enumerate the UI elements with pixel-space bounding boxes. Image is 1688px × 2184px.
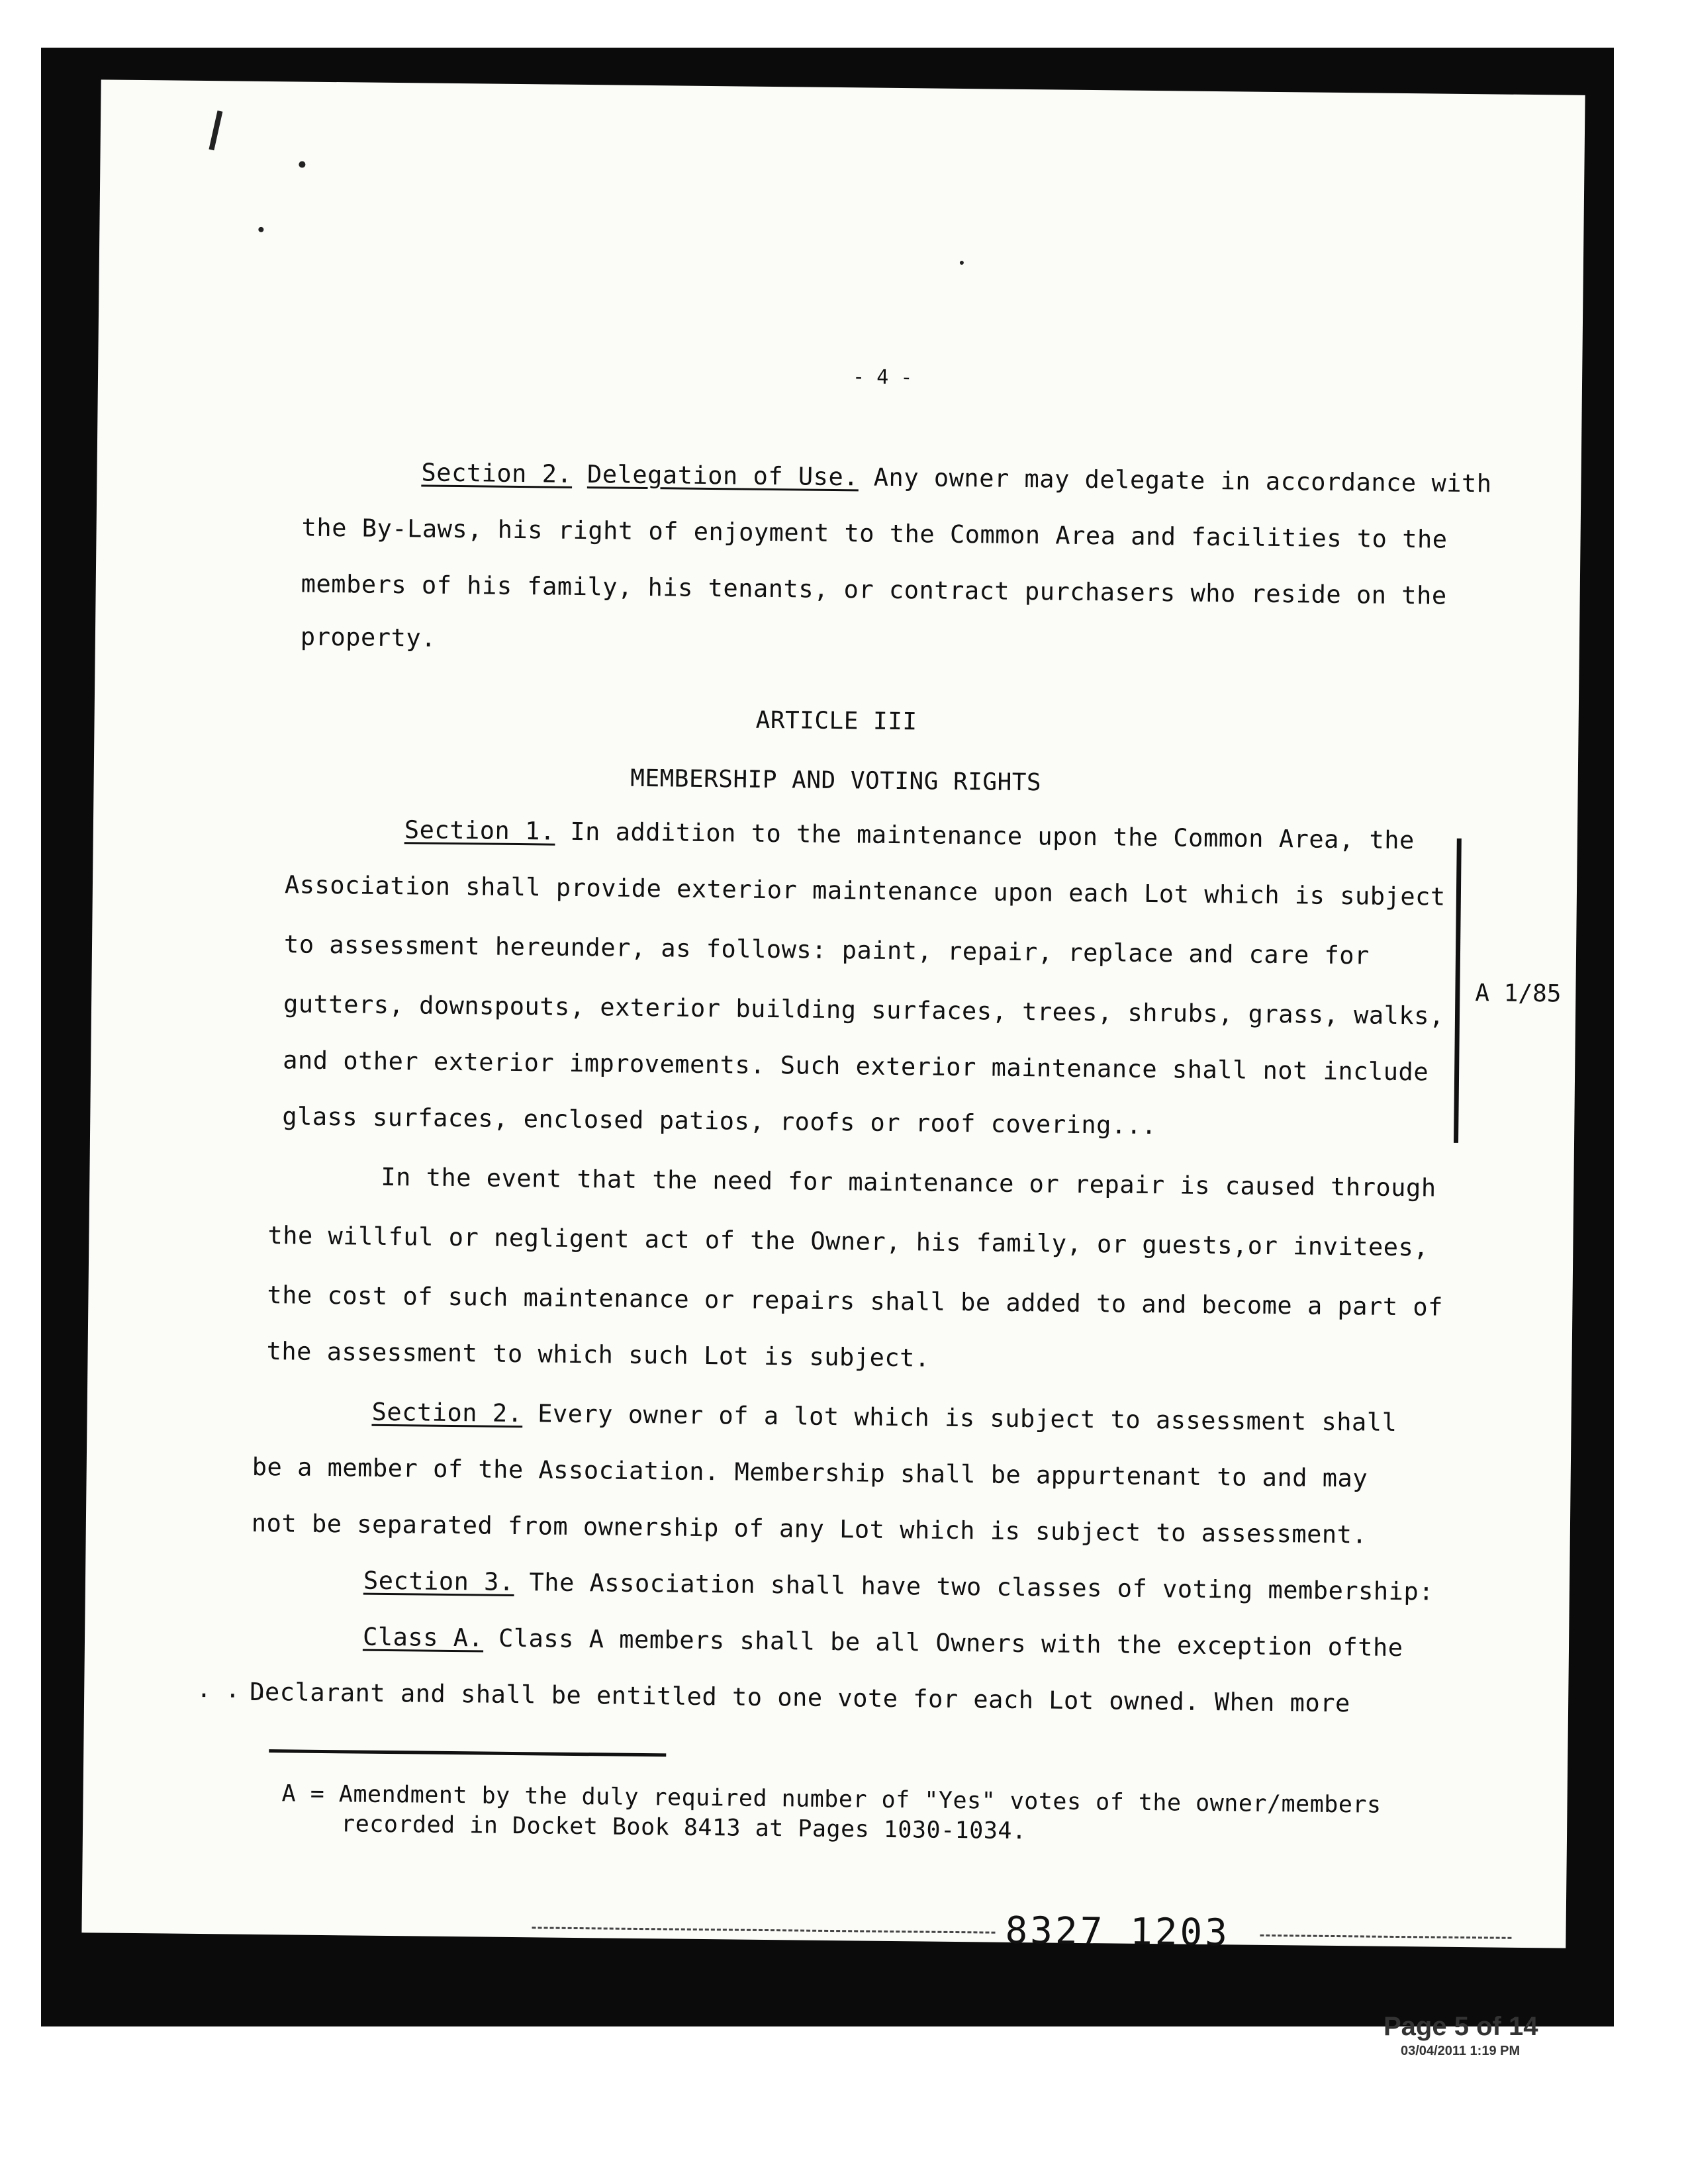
delegation-line-4: property. [300,622,437,653]
delegation-line-2: the By-Laws, his right of enjoyment to the Common Area and facilities to the [301,513,1448,554]
event-line-2: the willful or negligent act of the Owner, his family, or guests,or invitees, [267,1221,1429,1262]
paragraph-text: The Association shall have two classes of voting membership: [529,1568,1434,1606]
section1-line-1 [404,815,1415,855]
speck [258,227,263,232]
event-line-3: the cost of such maintenance or repairs shall be added to and become a part of [267,1281,1444,1322]
speck [299,161,305,167]
docket-reference: 8327 1203 [1005,1909,1231,1955]
scan-frame [41,48,1614,2026]
article-number: ARTICLE III [755,706,917,736]
margin-dots: . . . [197,1675,269,1704]
footnote-line-1: A = Amendment by the duly required number of "Yes" votes of the owner/members [281,1780,1382,1819]
paragraph-text: Every owner of a lot which is subject to assessment shall [537,1399,1397,1437]
paragraph-text: Any owner may delegate in accordance with [873,463,1492,498]
section-title: Delegation of Use. [586,460,859,492]
dash-line-right [1260,1934,1511,1939]
section-heading: Section 2. [421,458,573,488]
paragraph-text: Class A members shall be all Owners with the exception ofthe [498,1623,1403,1662]
amendment-tag: A 1/85 [1475,979,1562,1008]
section1-line-3: to assessment hereunder, as follows: paint, repair, replace and care for [283,930,1370,970]
footnote-rule [269,1749,666,1756]
page-label: Page 5 of 14 [1383,2012,1538,2041]
page-number: - 4 - [852,365,913,390]
footnote-line-2: recorded in Docket Book 8413 at Pages 1030-1034. [340,1811,1027,1845]
event-line-1: In the event that the need for maintenance or repair is caused through [381,1162,1436,1203]
class-heading: Class A. [362,1622,484,1653]
print-date: 03/04/2011 1:19 PM [1401,2044,1521,2058]
section1-line-6: glass surfaces, enclosed patios, roofs or roof covering... [282,1102,1157,1140]
section-heading: Section 3. [363,1566,514,1596]
dash-line-left [532,1927,995,1933]
speck [960,261,964,265]
document-page [81,79,1585,1955]
event-line-4: the assessment to which such Lot is subject. [266,1337,930,1373]
delegation-line-3: members of his family, his tenants, or contract purchasers who reside on the [301,569,1447,610]
article-title: MEMBERSHIP AND VOTING RIGHTS [630,764,1042,797]
membership-line-1 [371,1397,1397,1437]
section1-line-4: gutters, downspouts, exterior building surfaces, trees, shrubs, grass, walks, [283,989,1444,1030]
section1-line-5: and other exterior improvements. Such exterior maintenance shall not include [282,1046,1429,1087]
section3-line-1 [363,1566,1434,1606]
classA-line-2: Declarant and shall be entitled to one vote for each Lot owned. When more [250,1677,1350,1718]
paragraph-text: In addition to the maintenance upon the Common Area, the [570,817,1415,855]
section-heading: Section 1. [404,815,555,846]
delegation-line-1 [421,460,1491,496]
membership-line-2: be a member of the Association. Membership shall be appurtenant to and may [252,1452,1368,1493]
margin-mark [209,111,222,150]
classA-line-1 [362,1622,1403,1662]
section1-line-2: Association shall provide exterior maintenance upon each Lot which is subject [284,870,1446,911]
membership-line-3: not be separated from ownership of any Lot which is subject to assessment. [251,1508,1368,1549]
amendment-bar [1454,839,1462,1143]
section-heading: Section 2. [371,1397,523,1428]
